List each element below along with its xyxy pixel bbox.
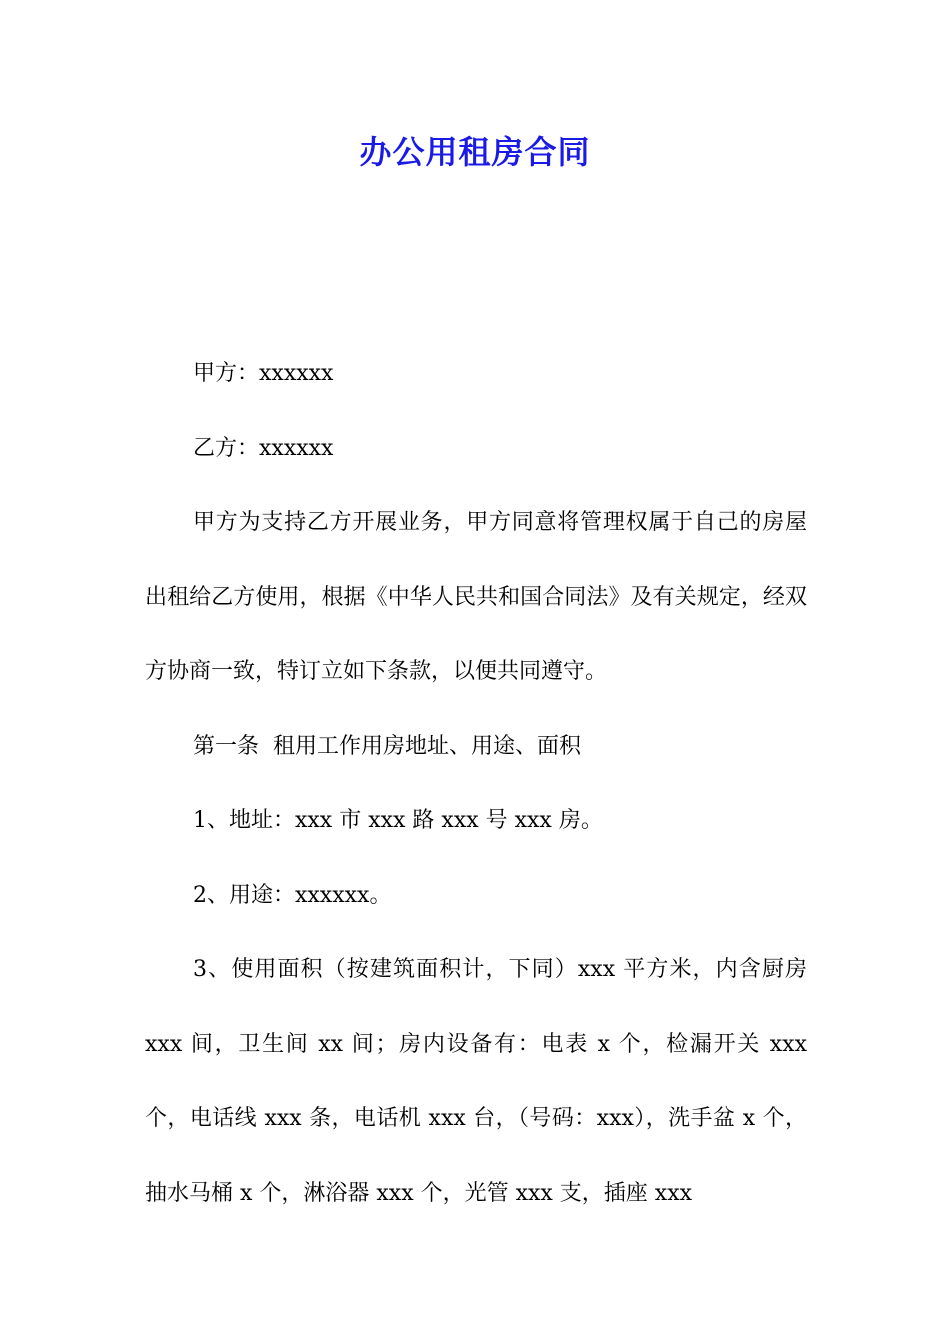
document-body: [145, 337, 814, 1231]
document-title: 办公用租房合同: [359, 133, 591, 171]
party-a-line: 甲方：xxxxxx: [193, 361, 334, 386]
party-b-line: 乙方：xxxxxx: [193, 435, 334, 461]
preamble-paragraph: 甲方为支持乙方开展业务，甲方同意将管理权属于自己的房屋出租给乙方使用，根据《中华人民共和国合同法》及有关规定，经双方协商一致，特订立如下条款，以便共同遵守。: [145, 510, 807, 684]
clause-area: 3、使用面积（按建筑面积计，下同）xxx 平方米，内含厨房 xxx 间，卫生间 xx 间；房内设备有：电表 x 个，检漏开关 xxx 个，电话线 xxx 条，电话机 xxx 台，（号码：xxx），洗手盆 x 个，抽水马桶 x 个，淋浴器 xxx 个，光管 xxx 支，插座 xxx: [145, 957, 814, 1206]
clause-address: 1、地址：xxx 市 xxx 路 xxx 号 xxx 房。: [193, 808, 603, 833]
clause-usage: 2、用途：xxxxxx。: [193, 882, 392, 908]
article-one-heading: 第一条 租用工作用房地址、用途、面积: [193, 733, 581, 759]
